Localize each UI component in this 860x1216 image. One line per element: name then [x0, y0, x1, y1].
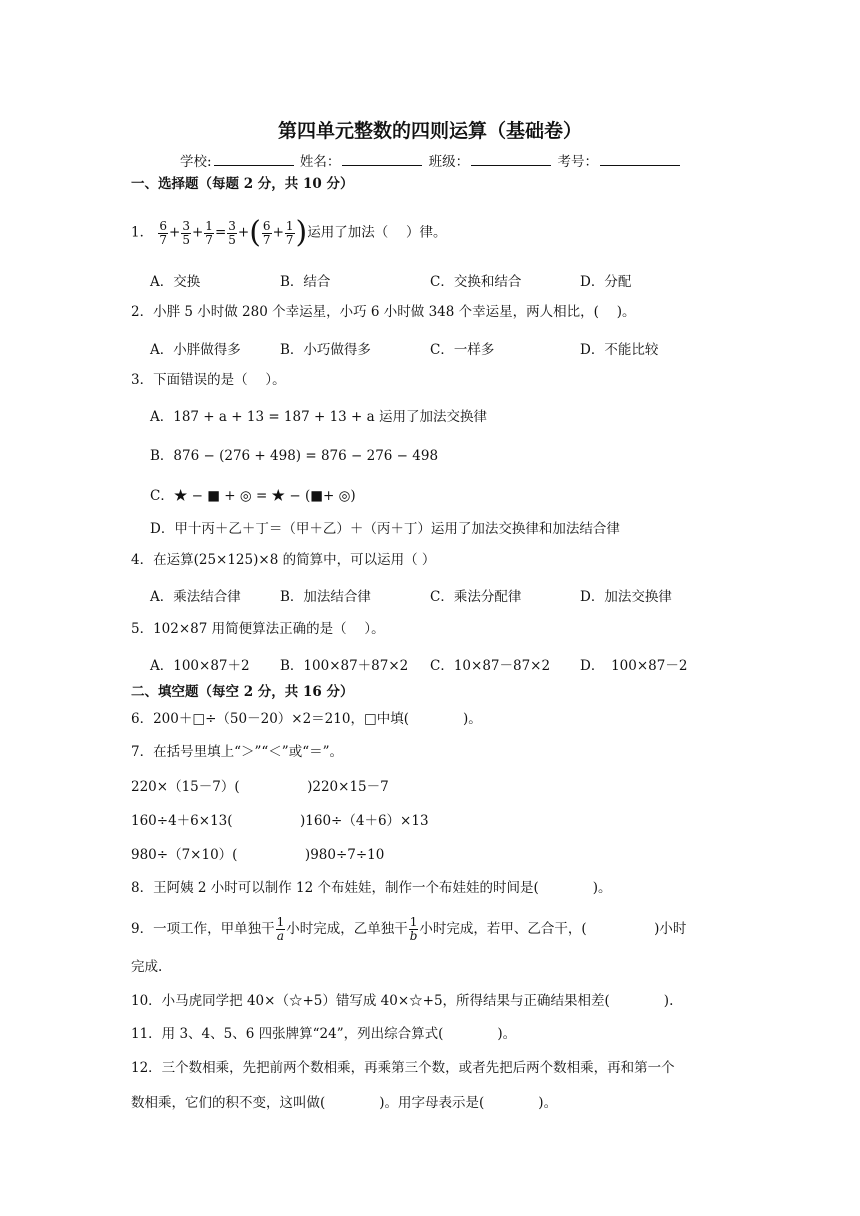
q1-option-c[interactable]: C．交换和结合	[430, 274, 522, 290]
q3-option-a[interactable]: A．187 + a + 13 = 187 + 13 + a 运用了加法交换律	[150, 409, 487, 425]
numerator: 1	[205, 218, 213, 233]
question-6: 6．200＋□÷（50－20）×2＝210，□中填( )。	[131, 711, 482, 727]
q5-option-c[interactable]: C．10×87－87×2	[430, 658, 551, 674]
q2-option-d[interactable]: D．不能比较	[580, 342, 659, 358]
q5-option-a[interactable]: A．100×87＋2	[150, 658, 250, 674]
q9-part-1: 9．一项工作，甲单独干	[131, 921, 275, 937]
fraction	[158, 220, 168, 247]
question-7: 7．在括号里填上“＞”“＜”或“＝”。	[131, 744, 343, 760]
q9-part-3: 小时完成，若甲、乙合干，( )小时	[419, 921, 687, 937]
q5-option-d[interactable]: D． 100×87－2	[580, 658, 688, 674]
q2-option-b[interactable]: B．小巧做得多	[280, 342, 371, 358]
q4-option-b[interactable]: B．加法结合律	[280, 589, 371, 605]
denominator: 7	[262, 232, 271, 247]
q1-option-a[interactable]: A．交换	[150, 274, 201, 290]
denominator: a	[276, 929, 284, 943]
fraction	[276, 916, 286, 943]
school-blank[interactable]	[214, 153, 294, 166]
question-7-b: 160÷4＋6×13( )160÷（4＋6）×13	[131, 813, 429, 829]
student-info-line	[180, 150, 682, 170]
q1-option-d[interactable]: D．分配	[580, 274, 632, 290]
fraction	[181, 220, 191, 247]
q2-option-a[interactable]: A．小胖做得多	[150, 342, 241, 358]
q1-option-b[interactable]: B．结合	[280, 274, 331, 290]
question-9	[131, 916, 686, 943]
q3-option-c[interactable]: C．★ − ■ + ◎ = ★ − (■+ ◎)	[150, 488, 356, 504]
question-7-a: 220×（15－7）( )220×15－7	[131, 779, 389, 795]
denominator: b	[409, 929, 418, 943]
q9-part-2: 小时完成，乙单独干	[286, 921, 408, 937]
fraction	[285, 220, 295, 247]
q1-number: 1．	[131, 224, 154, 241]
fraction	[262, 220, 272, 247]
question-5: 5．102×87 用简便算法正确的是（ ）。	[131, 621, 385, 637]
numerator: 1	[409, 915, 418, 929]
q1-tail: 运用了加法（ ）律。	[307, 224, 447, 241]
q2-option-c[interactable]: C．一样多	[430, 342, 495, 358]
denominator: 5	[228, 232, 236, 247]
fraction	[227, 220, 237, 247]
class-label: 班级：	[428, 154, 470, 170]
numerator: 3	[228, 218, 236, 233]
number-blank[interactable]	[600, 153, 680, 166]
question-12: 12．三个数相乘，先把前两个数相乘，再乘第三个数，或者先把后两个数相乘，再和第一个	[131, 1060, 675, 1076]
denominator: 7	[285, 232, 294, 247]
question-9-continued: 完成.	[131, 959, 163, 975]
q4-option-a[interactable]: A．乘法结合律	[150, 589, 241, 605]
q4-option-d[interactable]: D．加法交换律	[580, 589, 672, 605]
number-label: 考号：	[557, 154, 598, 170]
numerator: 6	[159, 218, 168, 233]
denominator: 7	[205, 232, 213, 247]
question-11: 11．用 3、4、5、6 四张牌算“24”，列出综合算式( )。	[131, 1026, 517, 1042]
name-label: 姓名：	[299, 154, 341, 170]
class-blank[interactable]	[471, 153, 551, 166]
section-1-heading: 一、选择题（每题 2 分，共 10 分）	[131, 176, 354, 192]
q5-option-b[interactable]: B．100×87＋87×2	[280, 658, 409, 674]
q3-option-d[interactable]: D．甲十丙＋乙＋丁＝（甲＋乙）＋（丙＋丁）运用了加法交换律和加法结合律	[150, 521, 620, 537]
question-12-continued: 数相乘，它们的积不变，这叫做( )。用字母表示是( )。	[131, 1095, 558, 1111]
denominator: 7	[159, 232, 168, 247]
numerator: 1	[285, 218, 294, 233]
question-8: 8．王阿姨 2 小时可以制作 12 个布娃娃，制作一个布娃娃的时间是( )。	[131, 880, 612, 896]
fraction	[409, 916, 419, 943]
question-3: 3．下面错误的是（ ）。	[131, 372, 286, 388]
school-label: 学校:	[180, 154, 212, 170]
fraction	[204, 220, 214, 247]
question-2: 2．小胖 5 小时做 280 个幸运星，小巧 6 小时做 348 个幸运星，两人相比，( )。	[131, 304, 636, 320]
numerator: 6	[262, 218, 271, 233]
numerator: 3	[182, 218, 190, 233]
denominator: 5	[182, 232, 190, 247]
q4-option-c[interactable]: C．乘法分配律	[430, 589, 522, 605]
question-10: 10．小马虎同学把 40×（☆+5）错写成 40×☆+5，所得结果与正确结果相差( ).	[131, 993, 674, 1009]
section-2-heading: 二、填空题（每空 2 分，共 16 分）	[131, 684, 354, 700]
page-title: 第四单元整数的四则运算（基础卷）	[277, 120, 582, 142]
name-blank[interactable]	[342, 153, 422, 166]
q3-option-b[interactable]: B．876 − (276 + 498) = 876 − 276 − 498	[150, 448, 439, 464]
question-1: 1． $\frac{6}{7}$ + $\frac{3}{5}$ + $\frac{1}{7}$ = $\frac{3}{5}$ +( $\frac{6}{7}$ + $\frac{1}{7}$ )运用了加法（ ）律。	[131, 215, 447, 250]
numerator: 1	[276, 915, 285, 929]
question-4: 4．在运算(25×125)×8 的简算中，可以运用（ ）	[131, 552, 436, 568]
question-7-c: 980÷（7×10）( )980÷7÷10	[131, 847, 385, 863]
